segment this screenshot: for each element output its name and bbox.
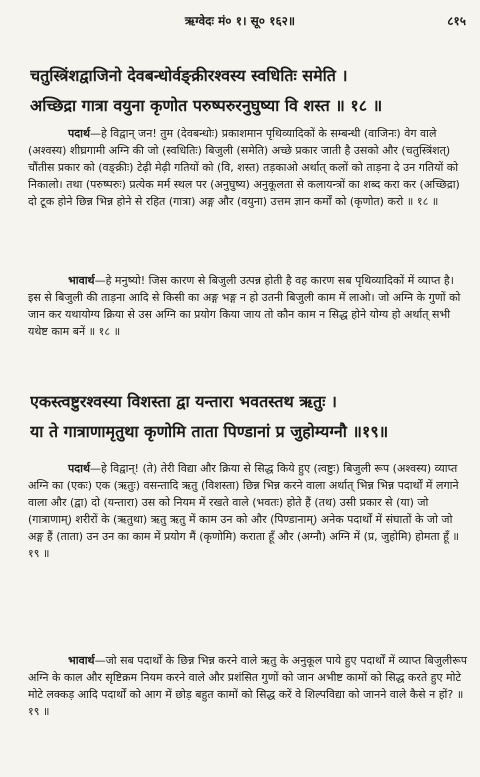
page-header: [0, 12, 480, 30]
verse-19-line-2: या ते गात्राणामृतुथा कृणोमि ताता पिण्डानां प्र जुहोम्यग्नौ ॥१९॥: [30, 422, 389, 441]
verse-18-line-2: अच्छिद्रा गात्रा वयुना कृणोत परुष्परुरनुघुष्या वि शस्त ॥ १८ ॥: [30, 96, 383, 115]
bhavartha-18-text: —हे मनुष्यो! जिस कारण से बिजुली उत्पन्न होती है वह कारण सब पृथिव्यादिकों में व्याप्त है। इस से बिजुली की ताड़ना आदि से किसी का अङ्ग भङ्ग न हो उतनी बिजुली काम में लाओ। जो अग्नि के गुणों को जान कर यथायोग्य क्रिया से उस अग्नि का प्रयोग किया जाय तो कौन काम न सिद्ध होने योग्य हो अर्थात् सभी यथेष्ट काम बनें ॥ १८ ॥: [28, 274, 461, 338]
running-title: ऋग्वेदः मं० १। सू० १६२॥: [184, 14, 296, 28]
padartha-18: [28, 125, 468, 210]
verse-18-line-1: चतुस्त्रिंशद्वाजिनो देवबन्धोर्वङ्क्रीरश्वस्य स्वधितिः समेति ।: [30, 66, 348, 85]
bhavartha-18: [28, 272, 468, 340]
padartha-18-text: —हे विद्वान् जन! तुम (देवबन्धोः) प्रकाशमान पृथिव्यादिकों के सम्बन्धी (वाजिनः) वेग वाले (अश्वस्य) शीघ्रगामी अग्नि की जो (स्वधितिः) बिजुली (समेति) अच्छे प्रकार जाती है उसको और (चतुस्त्रिंशत्) चौंतीस प्रकार को (वङ्क्रीः) टेढ़ी मेढ़ी गतियों को (वि, शस्त) तड़काओ अर्थात् कलों को ताड़ना दे उन गतियों को निकालो। तथा (परुष्परुः) प्रत्येक मर्म स्थल पर (अनुघुष्य) अनुकूलता से कलायन्त्रों का शब्द करा कर (अच्छिद्रा) दो टूक होने छिन्न भिन्न होने से रहित (गात्रा) अङ्ग और (वयुना) उत्तम ज्ञान कर्मों को (कृणोत) करो ॥ १८ ॥: [28, 127, 460, 208]
bhavartha-19-text: —जो सब पदार्थों के छिन्न भिन्न करने वाले ऋतु के अनुकूल पाये हुए पदार्थों में व्याप्त बिजुलीरूप अग्नि के काल और सृष्टिक्रम नियम करने वाले और प्रशंसित गुणों को जान अभीष्ट कामों को सिद्ध करते हुए मोटे मोटे लक्कड़ आदि पदार्थों को आग में छोड़ बहुत कामों को सिद्ध करें वे शिल्पविद्या को जानने वाले कैसे न हों? ॥ १९ ॥: [28, 654, 468, 718]
padartha-label: पदार्थ: [68, 462, 90, 475]
padartha-label: पदार्थ: [68, 127, 90, 140]
bhavartha-label: भावार्थ: [68, 654, 95, 667]
bhavartha-label: भावार्थ: [68, 274, 95, 287]
page-number: ८१५: [447, 14, 466, 28]
padartha-19: [28, 460, 468, 562]
bhavartha-19: [28, 652, 468, 720]
padartha-19-text: —हे विद्वान्! (ते) तेरी विद्या और क्रिया से सिद्ध किये हुए (त्वष्टुः) बिजुली रूप (अश्वस्य) व्याप्त अग्नि का (एकः) एक (ऋतुः) वसन्तादि ऋतु (विशस्ता) छिन्न भिन्न करने वाला अर्थात् भिन्न भिन्न पदार्थों में लगाने वाला और (द्वा) दो (यन्तारा) उस को नियम में रखते वाले (भवतः) होते हैं (तथ) उसी प्रकार से (या) जो (गात्राणाम्) शरीरों के (ऋतुथा) ऋतु ऋतु में काम उन को और (पिण्डानाम्) अनेक पदार्थों में संघातों के जो जो अङ्ग हैं (ताता) उन उन का काम में प्रयोग मैं (कृणोमि) कराता हूँ और (अग्नौ) अग्नि में (प्र, जुहोमि) होमता हूँ ॥ १९ ॥: [28, 462, 459, 560]
verse-19-line-1: एकस्त्वष्टुरश्वस्या विशस्ता द्वा यन्तारा भवतस्तथ ऋतुः ।: [30, 392, 337, 411]
